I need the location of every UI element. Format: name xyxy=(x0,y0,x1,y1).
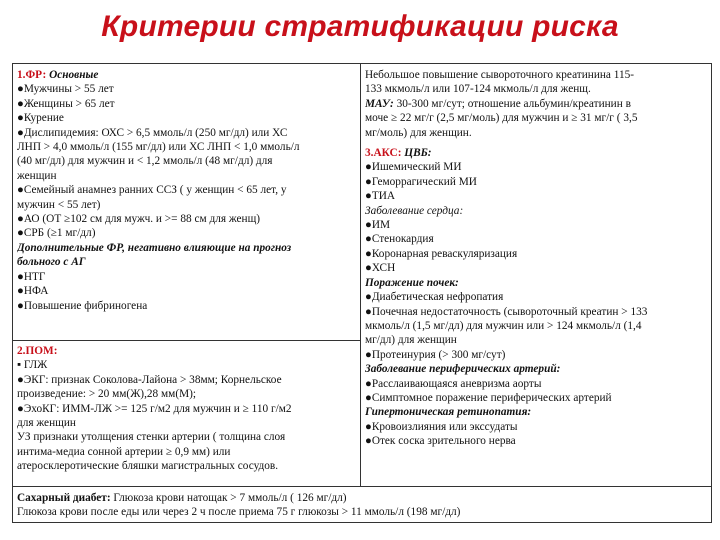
mau-label: МАУ: xyxy=(365,97,394,110)
heart-disease-line: ●ХСН xyxy=(365,262,396,275)
heart-disease-line: ●ИМ xyxy=(365,219,391,232)
kidney-line: мкмоль/л (1,5 мг/дл) для мужчин или > 124 мкмоль/л (1,4 xyxy=(365,319,642,332)
creatinine-line: 133 мкмоль/л или 107-124 мкмоль/л для женщ. xyxy=(365,83,591,96)
organ-damage-line: УЗ признаки утолщения стенки артерии ( толщина слоя xyxy=(17,431,286,444)
mau-line: мг/моль) для женщин. xyxy=(365,126,472,139)
diabetes-line-2: Глюкоза крови после еды или через 2 ч после приема 75 г глюкозы > 11 ммоль/л (198 мг/дл) xyxy=(17,506,461,519)
heart-disease-heading: Заболевание сердца: xyxy=(365,204,464,217)
risk-factor-line: женщин xyxy=(17,169,57,182)
heart-disease-line: ●Стенокардия xyxy=(365,233,434,246)
slide-title: Критерии стратификации риска xyxy=(101,10,619,43)
row-divider-left xyxy=(13,340,360,341)
organ-damage-line: ●ЭКГ: признак Соколова-Лайона > 38мм; Корнельское xyxy=(17,373,282,386)
mau-text: 30-300 мг/сут; отношение альбумин/креатинин в xyxy=(393,97,631,110)
risk-factor-line: ●Семейный анамнез ранних ССЗ ( у женщин < 65 лет, у xyxy=(17,184,287,197)
risk-factor-line: ●Женщины > 65 лет xyxy=(17,97,115,110)
risk-factor-line: ЛНП > 4,0 ммоль/л (155 мг/дл) или ХС ЛНП < 1,0 ммоль/л xyxy=(17,141,300,154)
retinopathy-line: ●Отек соска зрительного нерва xyxy=(365,435,516,448)
risk-factors-number: 1.ФР: xyxy=(17,69,47,81)
organ-damage-line: ▪ ГЛЖ xyxy=(17,359,48,372)
risk-factor-line: ●Дислипидемия: ОХС > 6,5 ммоль/л (250 мг/дл) или ХС xyxy=(17,126,288,139)
organ-damage-line: интима-медиа сонной артерии ≥ 0,9 мм) или xyxy=(17,445,231,458)
risk-factor-line: ●АО (ОТ ≥102 см для мужч. и >= 88 см для женщ) xyxy=(17,213,261,226)
peripheral-line: ●Симптомное поражение периферических артерий xyxy=(365,391,612,404)
risk-factor-line: ●Мужчины > 55 лет xyxy=(17,83,114,96)
organ-damage-line: произведение: > 20 мм(Ж),28 мм(М); xyxy=(17,388,197,401)
kidney-line: ●Диабетическая нефропатия xyxy=(365,291,504,304)
associated-conditions-cell xyxy=(361,66,711,451)
cvb-line: ●Ишемический МИ xyxy=(365,161,462,174)
cvb-line: ●Геморрагический МИ xyxy=(365,175,477,188)
risk-factors-heading xyxy=(17,68,356,82)
organ-damage-line: для женщин xyxy=(17,417,76,430)
risk-factor-line: ●СРБ (≥1 мг/дл) xyxy=(17,227,96,240)
diabetes-line-1 xyxy=(17,491,707,505)
risk-factor-line: ●Курение xyxy=(17,112,64,125)
risk-factors-cell xyxy=(13,66,360,315)
risk-factor-line: (40 мг/дл) для мужчин и < 1,2 ммоль/л (48 мг/дл) для xyxy=(17,155,273,168)
akc-heading xyxy=(365,146,707,160)
kidney-line: мг/дл) для женщин xyxy=(365,334,457,347)
additional-factors-heading-cont: больного с АГ xyxy=(17,256,86,269)
retinopathy-line: ●Кровоизлияния или экссудаты xyxy=(365,420,518,433)
kidney-line: ●Протеинурия (> 300 мг/сут) xyxy=(365,348,506,361)
organ-damage-line: ●ЭхоКГ: ИММ-ЛЖ >= 125 г/м2 для мужчин и ≥ 110 г/м2 xyxy=(17,402,292,415)
diabetes-cell xyxy=(13,489,711,522)
cvb-line: ●ТИА xyxy=(365,190,396,203)
kidney-line: ●Почечная недостаточность (сывороточный креатин > 133 xyxy=(365,305,648,318)
risk-factor-line: мужчин < 55 лет) xyxy=(17,198,101,211)
cvb-label: ЦВБ: xyxy=(401,147,432,160)
mau-line xyxy=(365,97,707,111)
creatinine-line: Небольшое повышение сывороточного креатинина 115- xyxy=(365,69,635,81)
mau-line: моче ≥ 22 мг/г (2,5 мг/моль) для мужчин и ≥ 31 мг/г ( 3,5 xyxy=(365,112,638,125)
diabetes-label: Сахарный диабет: xyxy=(17,492,111,504)
additional-factor-line: ●НТГ xyxy=(17,270,46,283)
organ-damage-line: атеросклеротические бляшки магистральных сосудов. xyxy=(17,460,279,473)
row-divider-bottom xyxy=(13,486,711,487)
heart-disease-line: ●Коронарная реваскуляризация xyxy=(365,247,518,260)
diabetes-fasting-text: Глюкоза крови натощак > 7 ммоль/л ( 126 мг/дл) xyxy=(110,492,347,504)
peripheral-line: ●Расслаивающаяся аневризма аорты xyxy=(365,377,542,390)
additional-factor-line: ●Повышение фибриногена xyxy=(17,299,148,312)
organ-damage-heading: 2.ПОМ: xyxy=(17,345,58,357)
akc-number: 3.АКС: xyxy=(365,147,402,160)
criteria-table xyxy=(12,63,712,523)
additional-factors-heading: Дополнительные ФР, негативно влияющие на прогноз xyxy=(17,241,292,254)
kidney-heading: Поражение почек: xyxy=(365,276,459,289)
risk-factors-main-label: Основные xyxy=(46,69,99,81)
organ-damage-cell xyxy=(13,342,360,476)
peripheral-heading: Заболевание периферических артерий: xyxy=(365,363,561,376)
additional-factor-line: ●НФА xyxy=(17,285,49,298)
retinopathy-heading: Гипертоническая ретинопатия: xyxy=(365,406,532,419)
